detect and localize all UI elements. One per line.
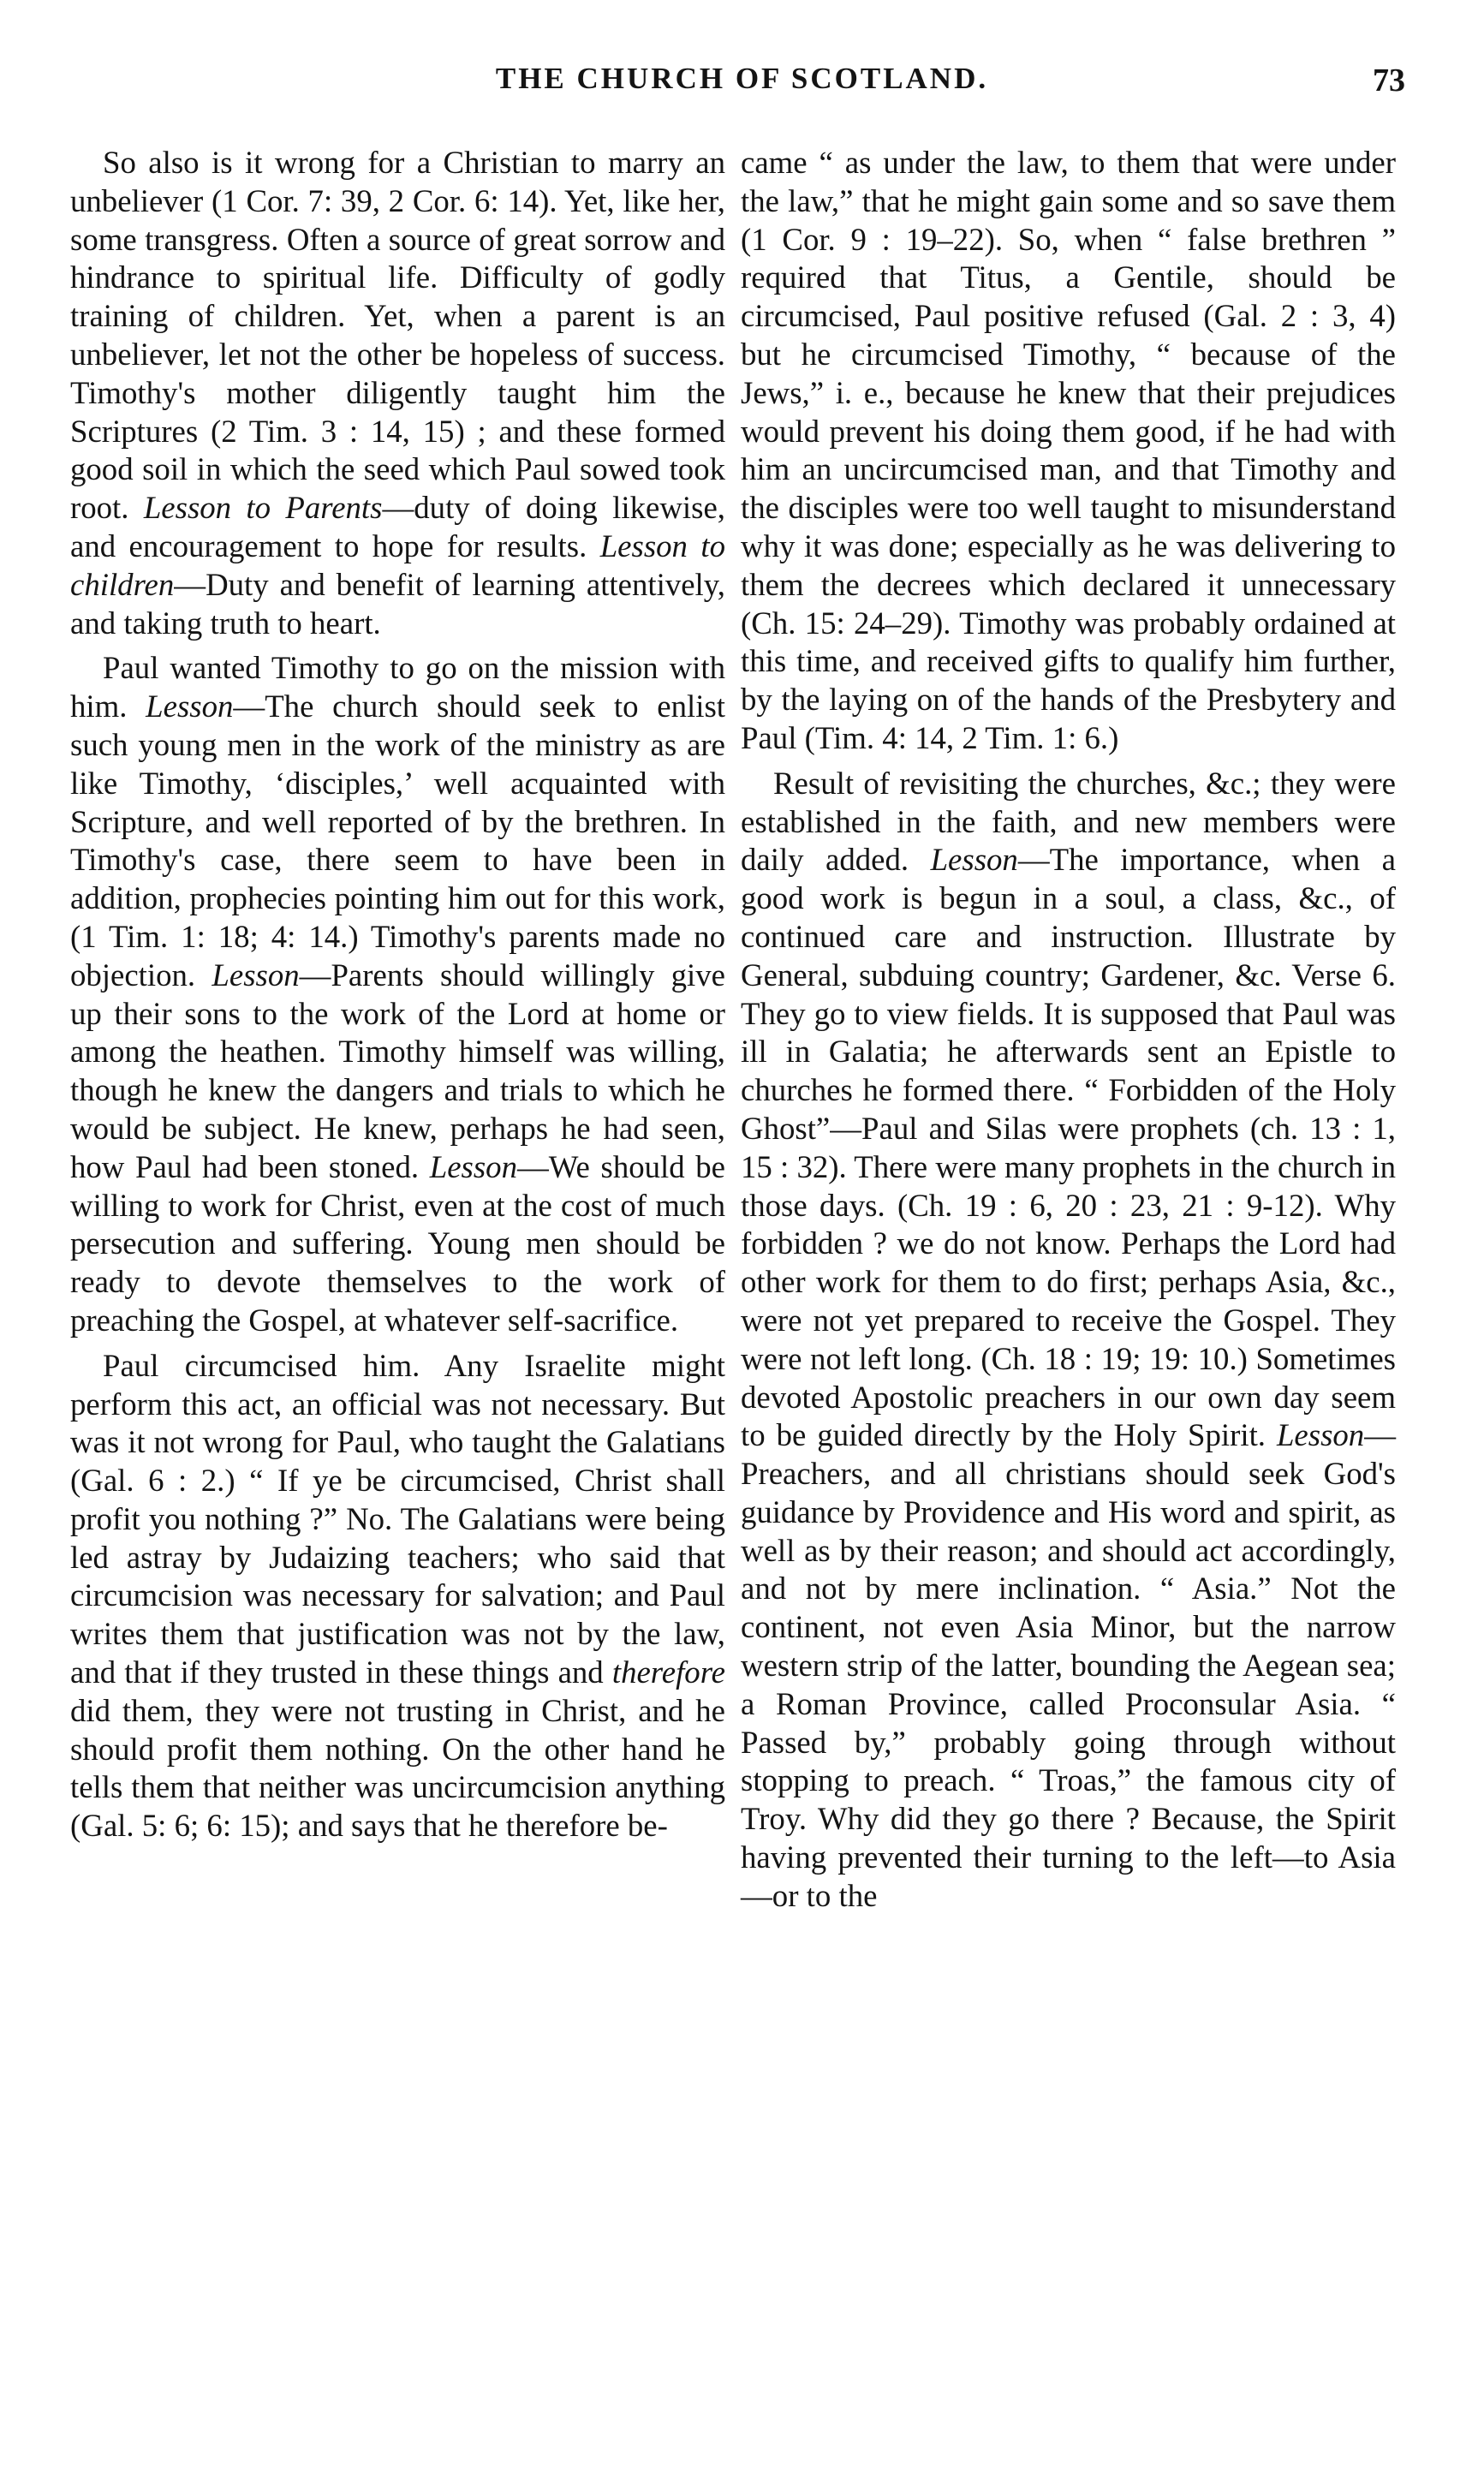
paragraph-timothy-mission [70, 649, 725, 1339]
text-run: —We should be willing to work for Christ, even at the cost of much persecution and suffering. Young men should be ready to devote themselves to the work of preaching the Gospel, at whatever self-sacrifice. [70, 1148, 725, 1338]
lesson-label: Lesson [429, 1148, 517, 1184]
text-run: —The church should seek to enlist such young men in the work of the ministry as are like Timothy, ‘disciples,’ well acquainted with Scripture, and well reported of by the brethren. In Timothy's case, there seem to have been in addition, prophecies pointing him out for this work, (1 Tim. 1: 18; 4: 14.) Timothy's parents made no objection. [70, 689, 725, 993]
text-run: did them, they were not trusting in Christ, and he should profit them nothing. On the other hand he tells them that neither was uncircumcision anything (Gal. 5: 6; 6: 15); and says that he therefore be- [70, 1692, 725, 1844]
left-column [70, 144, 725, 1852]
lesson-label: Lesson [930, 842, 1018, 878]
lesson-label: Lesson to Parents [143, 490, 383, 526]
emphasis-therefore: therefore [611, 1654, 725, 1690]
right-column [741, 144, 1396, 1923]
text-run: So also is it wrong for a Christian to marry an unbeliever (1 Cor. 7: 39, 2 Cor. 6: 14). Yet, like her, some transgress. Often a source of great sorrow and hindrance to spiritual life. Difficulty of godly training of children. Yet, when a parent is an unbeliever, let not the other be hopeless of success. Timothy's mother diligently taught him the Scriptures (2 Tim. 3 : 14, 15) ; and these formed good soil in which the seed which Paul sowed took root. [70, 145, 725, 526]
page-header-title: THE CHURCH OF SCOTLAND. [495, 62, 989, 95]
page-number: 73 [1373, 63, 1405, 98]
paragraph-continued [741, 144, 1396, 758]
text-run: —duty of doing likewise, and encouragement to hope for results. [70, 490, 725, 563]
running-head [0, 62, 1484, 113]
lesson-label: Lesson to children [70, 528, 725, 602]
paragraph-mixed-marriage [70, 144, 725, 642]
paragraph-circumcision [70, 1347, 725, 1845]
text-run: —Parents should willingly give up their sons to the work of the Lord at home or among the heathen. Timothy himself was willing, though he knew the dangers and trials to which he would be subject. He knew, perhaps he had seen, how Paul had been stoned. [70, 957, 725, 1184]
text-run: —Preachers, and all christians should seek God's guidance by Providence and His word and spirit, as well as by their reason; and should act accordingly, and not by mere inclination. “ Asia.” Not the continent, not even Asia Minor, but the narrow western strip of the latter, bounding the Aegean sea; a Roman Province, called Proconsular Asia. “ Passed by,” probably going through without stopping to preach. “ Troas,” the famous city of Troy. Why did they go there ? Because, the Spirit having prevented their turning to the left—to Asia—or to the [741, 1417, 1396, 1913]
paragraph-revisiting-churches [741, 765, 1396, 1916]
text-run: —Duty and benefit of learning attentively, and taking truth to heart. [70, 566, 725, 641]
lesson-label: Lesson [1276, 1417, 1365, 1453]
text-run: came “ as under the law, to them that were under the law,” that he might gain some and so save them (1 Cor. 9 : 19–22). So, when “ false brethren ” required that Titus, a Gentile, should be circumcised, Paul positive refused (Gal. 2 : 3, 4) but he circumcised Timothy, “ because of the Jews,” i. e., because he knew that their prejudices would prevent his doing them good, if he had with him an uncircumcised man, and that Timothy and the disciples were too well taught to misunderstand why it was done; especially as he was delivering to them the decrees which declared it unnecessary (Ch. 15: 24–29). Timothy was probably ordained at this time, and received gifts to qualify him further, by the laying on of the hands of the Presbytery and Paul (Tim. 4: 14, 2 Tim. 1: 6.) [741, 145, 1396, 755]
text-run: Paul circumcised him. Any Israelite might perform this act, an official was not necessary. But was it not wrong for Paul, who taught the Galatians (Gal. 6 : 2.) “ If ye be circumcised, Christ shall profit you nothing ?” No. The Galatians were being led astray by Judaizing teachers; who said that circumcision was necessary for salvation; and Paul writes them that justification was not by the law, and that if they trusted in these things and [70, 1347, 725, 1690]
lesson-label: Lesson [212, 957, 300, 993]
lesson-label: Lesson [146, 689, 234, 724]
text-run: Result of revisiting the churches, &c.; they were established in the faith, and new members were daily added. [741, 765, 1396, 878]
text-run: —The importance, when a good work is begun in a soul, a class, &c., of continued care and instruction. Illustrate by General, subduing country; Gardener, &c. Verse 6. They go to view fields. It is supposed that Paul was ill in Galatia; he afterwards sent an Epistle to churches he formed there. “ Forbidden of the Holy Ghost”—Paul and Silas were prophets (ch. 13 : 1, 15 : 32). There were many prophets in the church in those days. (Ch. 19 : 6, 20 : 23, 21 : 9-12). Why forbidden ? we do not know. Perhaps the Lord had other work for them to do first; perhaps Asia, &c., were not yet prepared to receive the Gospel. They were not left long. (Ch. 18 : 19; 19: 10.) Sometimes devoted Apostolic preachers in our own day seem to be guided directly by the Holy Spirit. [741, 842, 1396, 1453]
text-run: Paul wanted Timothy to go on the mission with him. [70, 650, 725, 724]
